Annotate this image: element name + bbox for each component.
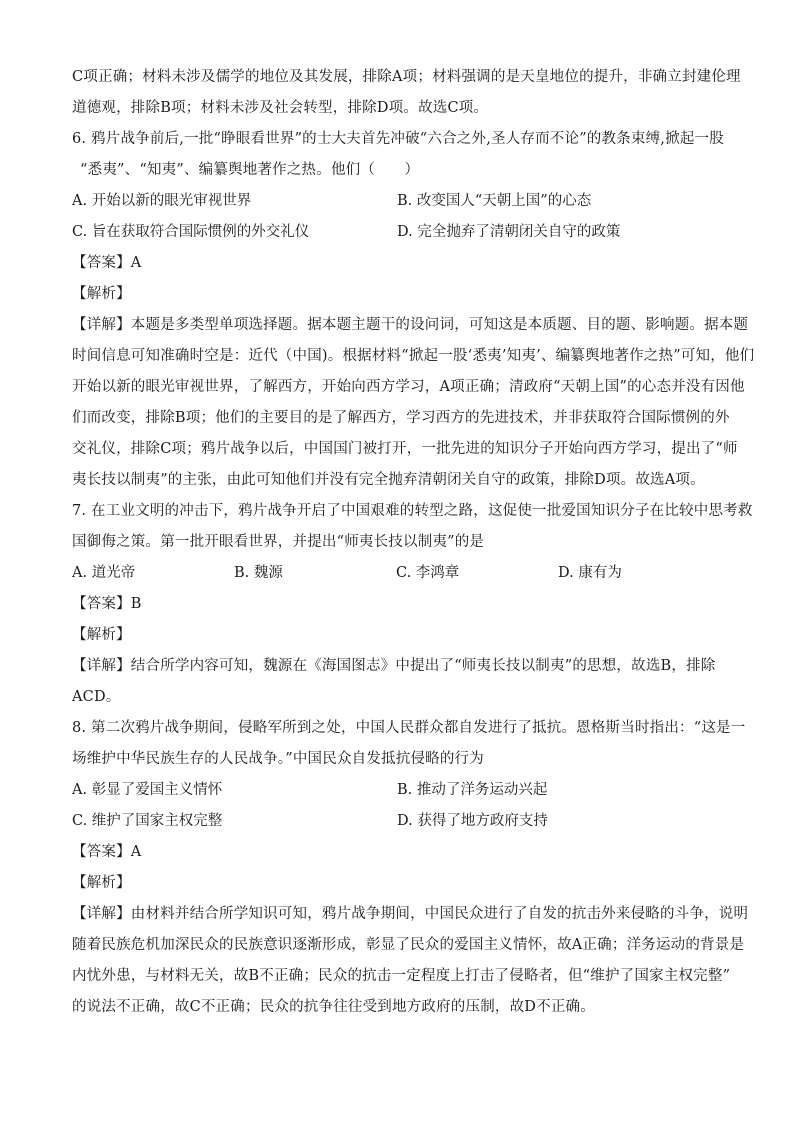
question-stem: 6. 鸦片战争前后,一批“睁眼看世界”的士大夫首先冲破“六合之外,圣人存而不论”的教条束缚,掀起一股 (72, 131, 724, 147)
option-a: A. 道光帝 (72, 565, 136, 581)
option-c: C. 旨在获取符合国际惯例的外交礼仪 (72, 224, 310, 240)
options-row (72, 775, 726, 806)
detail-line: ACD。 (72, 689, 121, 705)
answer-label: 【答案】A (72, 255, 142, 271)
options-row (72, 806, 726, 837)
detail-line: 的说法不正确，故C不正确；民众的抗争往往受到地方政府的压制，故D不正确。 (72, 999, 595, 1015)
question-7 (72, 496, 753, 713)
detail-line: 【详解】结合所学内容可知，魏源在《海国图志》中提出了“师夷长技以制夷”的思想，故选B，排除 (72, 658, 716, 674)
detail-line: 开始以新的眼光审视世界，了解西方，开始向西方学习，A项正确；清政府“天朝上国”的心态并没有因他 (72, 379, 745, 395)
document-page (72, 62, 755, 1023)
option-d: D. 康有为 (558, 565, 622, 581)
question-stem: 8. 第二次鸦片战争期间，侵略军所到之处，中国人民群众都自发进行了抵抗。恩格斯当时指出：“这是一 (72, 720, 746, 736)
question-stem: 7. 在工业文明的冲击下，鸦片战争开启了中国艰难的转型之路，这促使一批爱国知识分子在比较中思考救 (72, 503, 753, 519)
detail-line: 随着民族危机加深民众的民族意识逐渐形成，彰显了民众的爱国主义情怀，故A正确；洋务运动的背景是 (72, 937, 745, 953)
question-stem: 场维护中华民族生存的人民战争。”中国民众自发抵抗侵略的行为 (72, 751, 484, 767)
intro-line: C项正确；材料未涉及儒学的地位及其发展，排除A项；材料强调的是天皇地位的提升，非确立封建伦理 (72, 69, 741, 85)
option-a: A. 开始以新的眼光审视世界 (72, 193, 252, 209)
detail-line: 时间信息可知准确时空是：近代（中国)。根据材料“掀起一股‘悉夷’知夷’、编纂舆地著作之热”可知，他们 (72, 348, 755, 364)
question-6 (72, 124, 755, 496)
question-stem: “悉夷”、“知夷”、编纂舆地著作之热。他们（ ） (80, 162, 420, 178)
answer-label: 【答案】A (72, 844, 142, 860)
answer-label: 【答案】B (72, 596, 142, 612)
options-row (72, 558, 726, 589)
analysis-label: 【解析】 (72, 286, 131, 302)
detail-line: 夷长技以制夷”的主张，由此可知他们并没有完全抛弃清朝闭关自守的政策，排除D项。故选A项。 (72, 472, 705, 488)
option-b: B. 推动了洋务运动兴起 (397, 782, 548, 798)
question-8 (72, 713, 749, 1023)
option-b: B. 改变国人“天朝上国”的心态 (397, 193, 592, 209)
option-a: A. 彰显了爱国主义情怀 (72, 782, 223, 798)
detail-line: 内忧外患，与材料无关，故B不正确；民众的抗击一定程度上打击了侵略者，但“维护了国家主权完整” (72, 968, 731, 984)
option-d: D. 完全抛弃了清朝闭关自守的政策 (397, 224, 621, 240)
options-row (72, 186, 726, 217)
option-b: B. 魏源 (234, 565, 283, 581)
detail-line: 交礼仪，排除C项；鸦片战争以后，中国国门被打开，一批先进的知识分子开始向西方学习，提出了“师 (72, 441, 738, 457)
intro-line: 道德观，排除B项；材料未涉及社会转型，排除D项。故选C项。 (72, 100, 489, 116)
option-c: C. 李鸿章 (396, 565, 460, 581)
question-stem: 国御侮之策。第一批开眼看世界，并提出“师夷长技以制夷”的是 (72, 534, 485, 550)
detail-line: 【详解】本题是多类型单项选择题。据本题主题干的设问词，可知这是本质题、目的题、影响题。据本题 (72, 317, 749, 333)
analysis-label: 【解析】 (72, 627, 131, 643)
option-d: D. 获得了地方政府支持 (397, 813, 548, 829)
detail-line: 【详解】由材料并结合所学知识可知，鸦片战争期间，中国民众进行了自发的抗击外来侵略的斗争，说明 (72, 906, 749, 922)
option-c: C. 维护了国家主权完整 (72, 813, 223, 829)
options-row (72, 217, 726, 248)
analysis-label: 【解析】 (72, 875, 131, 891)
detail-line: 们而改变，排除B项；他们的主要目的是了解西方，学习西方的先进技术，并非获取符合国际惯例的外 (72, 410, 730, 426)
